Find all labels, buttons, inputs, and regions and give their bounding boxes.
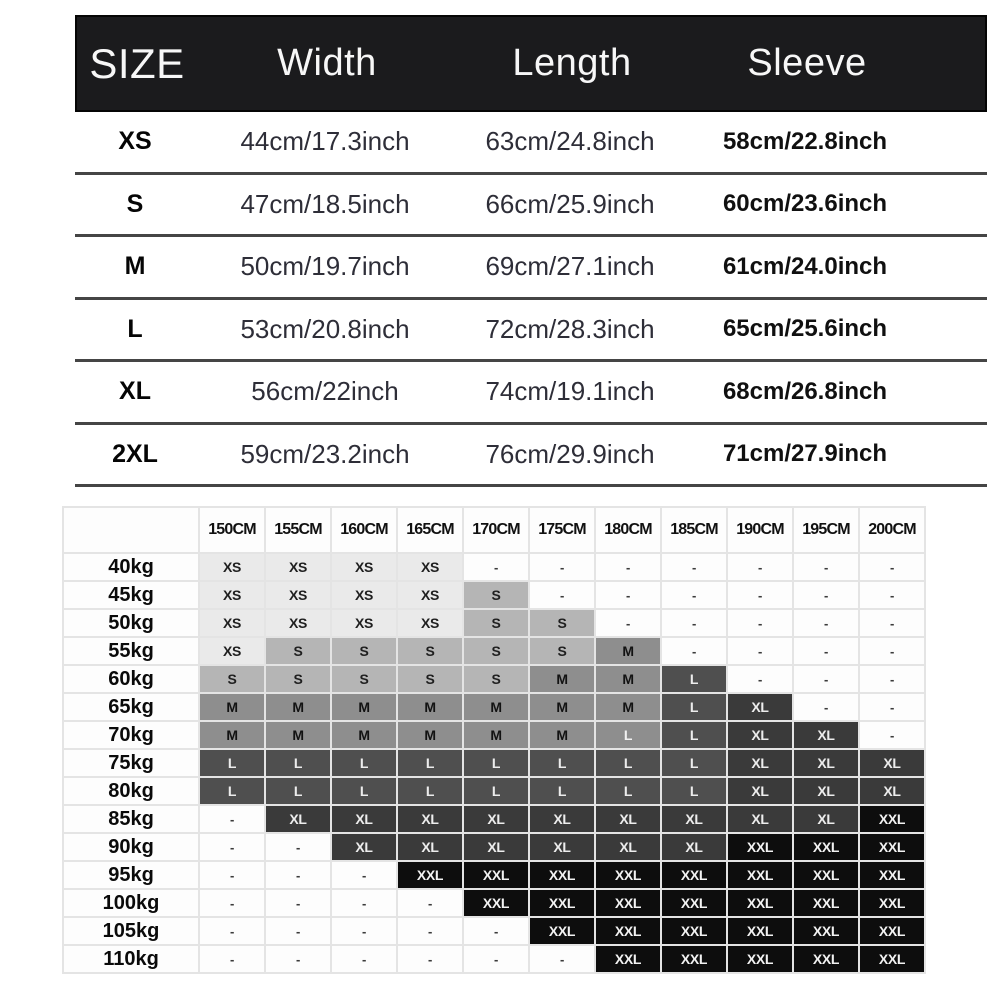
matrix-cell-size: L xyxy=(332,778,396,804)
size-cell-width: 47cm/18.5inch xyxy=(240,188,410,219)
size-table-row xyxy=(75,425,987,488)
matrix-cell-size: L xyxy=(530,778,594,804)
matrix-weight-row xyxy=(64,750,924,776)
matrix-cell-empty: - xyxy=(200,806,264,832)
matrix-cell-size: XL xyxy=(794,806,858,832)
matrix-cell-size: XS xyxy=(200,582,264,608)
matrix-cell-empty: - xyxy=(860,666,924,692)
matrix-weight-label: 60kg xyxy=(64,666,198,692)
garment-size-table xyxy=(75,15,987,487)
matrix-cell-size: L xyxy=(596,750,660,776)
matrix-cell-size: M xyxy=(266,694,330,720)
matrix-cell-size: L xyxy=(332,750,396,776)
matrix-cell-size: XS xyxy=(398,554,462,580)
matrix-cell-size: M xyxy=(398,694,462,720)
size-cell-size: S xyxy=(126,189,144,218)
matrix-cell-size: XXL xyxy=(662,890,726,916)
size-cell-length: 69cm/27.1inch xyxy=(485,251,655,282)
matrix-cell-empty: - xyxy=(662,610,726,636)
matrix-cell-empty: - xyxy=(728,666,792,692)
matrix-cell-size: S xyxy=(266,638,330,664)
matrix-cell-size: XL xyxy=(332,806,396,832)
matrix-cell-size: XL xyxy=(530,806,594,832)
size-table-row xyxy=(75,362,987,425)
matrix-cell-size: XL xyxy=(728,778,792,804)
matrix-cell-size: S xyxy=(398,666,462,692)
matrix-header-row xyxy=(64,508,924,552)
matrix-weight-label: 50kg xyxy=(64,610,198,636)
matrix-cell-size: XL xyxy=(794,750,858,776)
matrix-cell-empty: - xyxy=(860,610,924,636)
matrix-cell-empty: - xyxy=(266,918,330,944)
matrix-cell-size: XL xyxy=(464,834,528,860)
matrix-cell-size: S xyxy=(332,666,396,692)
matrix-cell-size: XXL xyxy=(662,946,726,972)
header-size: SIZE xyxy=(89,39,185,87)
size-table-body xyxy=(75,112,987,487)
matrix-cell-size: M xyxy=(530,694,594,720)
matrix-cell-size: XL xyxy=(398,806,462,832)
matrix-cell-size: S xyxy=(266,666,330,692)
matrix-cell-size: XS xyxy=(398,582,462,608)
matrix-cell-empty: - xyxy=(200,918,264,944)
matrix-cell-size: XS xyxy=(266,582,330,608)
matrix-weight-row xyxy=(64,638,924,664)
matrix-height-header: 160CM xyxy=(332,508,396,552)
size-table-header-row xyxy=(75,15,987,112)
size-cell-size: 2XL xyxy=(112,439,158,468)
matrix-height-header: 185CM xyxy=(662,508,726,552)
matrix-cell-size: L xyxy=(662,778,726,804)
matrix-cell-size: XL xyxy=(662,834,726,860)
matrix-cell-size: XL xyxy=(860,750,924,776)
matrix-cell-size: XL xyxy=(266,806,330,832)
matrix-cell-size: M xyxy=(596,638,660,664)
matrix-height-header: 165CM xyxy=(398,508,462,552)
matrix-cell-empty: - xyxy=(398,918,462,944)
matrix-cell-size: XL xyxy=(728,806,792,832)
matrix-cell-size: XXL xyxy=(728,862,792,888)
matrix-cell-empty: - xyxy=(662,554,726,580)
matrix-weight-row xyxy=(64,834,924,860)
matrix-cell-size: S xyxy=(464,638,528,664)
matrix-cell-empty: - xyxy=(794,666,858,692)
matrix-cell-size: XXL xyxy=(794,834,858,860)
matrix-cell-size: XXL xyxy=(728,946,792,972)
matrix-cell-size: XXL xyxy=(398,862,462,888)
matrix-cell-size: XS xyxy=(332,582,396,608)
matrix-cell-empty: - xyxy=(794,610,858,636)
matrix-cell-empty: - xyxy=(266,862,330,888)
matrix-cell-size: XXL xyxy=(860,890,924,916)
matrix-weight-row xyxy=(64,946,924,972)
height-weight-fit-matrix xyxy=(62,506,926,974)
matrix-cell-size: XXL xyxy=(530,890,594,916)
matrix-cell-size: XXL xyxy=(860,862,924,888)
matrix-cell-size: XXL xyxy=(596,918,660,944)
matrix-cell-size: XXL xyxy=(860,918,924,944)
matrix-weight-row xyxy=(64,890,924,916)
matrix-cell-size: XS xyxy=(332,610,396,636)
matrix-cell-size: M xyxy=(398,722,462,748)
size-cell-width: 59cm/23.2inch xyxy=(240,438,410,469)
matrix-cell-size: L xyxy=(266,750,330,776)
size-table-row xyxy=(75,300,987,363)
matrix-weight-label: 85kg xyxy=(64,806,198,832)
matrix-cell-size: M xyxy=(332,722,396,748)
size-cell-size: M xyxy=(124,252,146,281)
matrix-cell-size: L xyxy=(200,750,264,776)
matrix-cell-size: XL xyxy=(728,694,792,720)
matrix-cell-empty: - xyxy=(860,722,924,748)
size-cell-sleeve: 61cm/24.0inch xyxy=(722,252,888,280)
matrix-cell-empty: - xyxy=(794,694,858,720)
size-cell-width: 56cm/22inch xyxy=(251,376,399,407)
matrix-cell-size: M xyxy=(596,666,660,692)
header-length: Length xyxy=(512,42,632,84)
matrix-cell-size: S xyxy=(530,638,594,664)
matrix-weight-row xyxy=(64,722,924,748)
matrix-cell-size: L xyxy=(398,778,462,804)
matrix-weight-label: 95kg xyxy=(64,862,198,888)
matrix-cell-size: L xyxy=(662,722,726,748)
matrix-cell-empty: - xyxy=(332,890,396,916)
matrix-cell-size: XL xyxy=(398,834,462,860)
size-cell-width: 44cm/17.3inch xyxy=(240,126,410,157)
matrix-cell-size: XL xyxy=(596,806,660,832)
matrix-cell-size: XXL xyxy=(794,890,858,916)
matrix-cell-size: XXL xyxy=(728,918,792,944)
matrix-cell-size: XXL xyxy=(794,918,858,944)
matrix-cell-size: XS xyxy=(266,610,330,636)
matrix-cell-size: L xyxy=(662,694,726,720)
matrix-cell-size: S xyxy=(332,638,396,664)
matrix-cell-empty: - xyxy=(662,582,726,608)
matrix-cell-empty: - xyxy=(728,554,792,580)
fit-matrix-table xyxy=(62,506,926,974)
matrix-cell-size: L xyxy=(464,750,528,776)
matrix-height-header: 190CM xyxy=(728,508,792,552)
matrix-cell-size: L xyxy=(662,666,726,692)
matrix-weight-row xyxy=(64,918,924,944)
matrix-cell-empty: - xyxy=(662,638,726,664)
header-sleeve: Sleeve xyxy=(747,42,867,84)
matrix-cell-size: XL xyxy=(728,750,792,776)
size-cell-length: 74cm/19.1inch xyxy=(485,376,655,407)
matrix-cell-empty: - xyxy=(530,582,594,608)
matrix-cell-empty: - xyxy=(860,638,924,664)
matrix-height-header: 175CM xyxy=(530,508,594,552)
matrix-cell-size: XS xyxy=(398,610,462,636)
matrix-cell-size: XL xyxy=(464,806,528,832)
matrix-cell-size: M xyxy=(464,722,528,748)
size-cell-size: XL xyxy=(119,377,151,406)
matrix-cell-size: L xyxy=(464,778,528,804)
matrix-cell-empty: - xyxy=(794,554,858,580)
matrix-cell-size: XL xyxy=(860,778,924,804)
matrix-height-header: 150CM xyxy=(200,508,264,552)
matrix-cell-size: S xyxy=(398,638,462,664)
matrix-height-header: 180CM xyxy=(596,508,660,552)
matrix-cell-size: XL xyxy=(728,722,792,748)
matrix-weight-label: 90kg xyxy=(64,834,198,860)
matrix-weight-row xyxy=(64,582,924,608)
matrix-cell-size: L xyxy=(662,750,726,776)
matrix-cell-size: XS xyxy=(200,610,264,636)
matrix-cell-empty: - xyxy=(200,834,264,860)
matrix-cell-size: XXL xyxy=(464,890,528,916)
matrix-weight-row xyxy=(64,694,924,720)
matrix-weight-row xyxy=(64,666,924,692)
matrix-weight-label: 70kg xyxy=(64,722,198,748)
matrix-cell-empty: - xyxy=(200,890,264,916)
size-cell-length: 72cm/28.3inch xyxy=(485,313,655,344)
header-width: Width xyxy=(277,42,377,84)
matrix-cell-size: XXL xyxy=(662,862,726,888)
size-cell-sleeve: 58cm/22.8inch xyxy=(722,127,888,155)
matrix-height-header: 195CM xyxy=(794,508,858,552)
matrix-weight-row xyxy=(64,862,924,888)
matrix-cell-empty: - xyxy=(464,554,528,580)
matrix-cell-size: XS xyxy=(200,554,264,580)
matrix-cell-size: S xyxy=(464,666,528,692)
matrix-cell-size: XXL xyxy=(860,834,924,860)
matrix-cell-size: XXL xyxy=(794,946,858,972)
matrix-cell-size: XXL xyxy=(794,862,858,888)
matrix-weight-row xyxy=(64,610,924,636)
matrix-cell-size: XXL xyxy=(596,946,660,972)
matrix-cell-size: XL xyxy=(596,834,660,860)
matrix-cell-empty: - xyxy=(332,918,396,944)
matrix-cell-size: XXL xyxy=(464,862,528,888)
matrix-weight-label: 110kg xyxy=(64,946,198,972)
matrix-cell-size: M xyxy=(596,694,660,720)
matrix-cell-size: XS xyxy=(332,554,396,580)
matrix-cell-size: L xyxy=(596,778,660,804)
matrix-cell-empty: - xyxy=(398,890,462,916)
matrix-cell-empty: - xyxy=(200,862,264,888)
matrix-cell-size: XL xyxy=(794,722,858,748)
matrix-cell-empty: - xyxy=(266,890,330,916)
matrix-cell-size: M xyxy=(332,694,396,720)
matrix-cell-size: XXL xyxy=(662,918,726,944)
matrix-cell-empty: - xyxy=(860,694,924,720)
matrix-cell-empty: - xyxy=(530,554,594,580)
size-cell-sleeve: 60cm/23.6inch xyxy=(722,190,888,218)
size-table-row xyxy=(75,237,987,300)
matrix-cell-empty: - xyxy=(728,610,792,636)
matrix-cell-size: M xyxy=(464,694,528,720)
matrix-cell-size: S xyxy=(464,610,528,636)
matrix-cell-size: XXL xyxy=(860,946,924,972)
size-table-row xyxy=(75,112,987,175)
matrix-cell-size: L xyxy=(596,722,660,748)
matrix-cell-empty: - xyxy=(794,582,858,608)
matrix-weight-label: 105kg xyxy=(64,918,198,944)
matrix-cell-size: XL xyxy=(662,806,726,832)
matrix-cell-size: L xyxy=(200,778,264,804)
matrix-cell-empty: - xyxy=(596,582,660,608)
matrix-cell-size: XXL xyxy=(596,890,660,916)
matrix-cell-size: XL xyxy=(332,834,396,860)
size-cell-length: 63cm/24.8inch xyxy=(485,126,655,157)
size-cell-length: 66cm/25.9inch xyxy=(485,188,655,219)
matrix-corner-cell xyxy=(64,508,198,552)
matrix-cell-empty: - xyxy=(860,554,924,580)
matrix-cell-empty: - xyxy=(596,610,660,636)
matrix-weight-label: 80kg xyxy=(64,778,198,804)
matrix-cell-empty: - xyxy=(266,834,330,860)
matrix-cell-empty: - xyxy=(266,946,330,972)
matrix-weight-label: 100kg xyxy=(64,890,198,916)
matrix-cell-size: L xyxy=(398,750,462,776)
matrix-cell-size: XXL xyxy=(728,890,792,916)
matrix-cell-empty: - xyxy=(398,946,462,972)
matrix-weight-label: 55kg xyxy=(64,638,198,664)
size-table-row xyxy=(75,175,987,238)
matrix-cell-size: XL xyxy=(794,778,858,804)
matrix-cell-size: XXL xyxy=(728,834,792,860)
matrix-cell-empty: - xyxy=(860,582,924,608)
size-cell-length: 76cm/29.9inch xyxy=(485,438,655,469)
size-cell-sleeve: 68cm/26.8inch xyxy=(722,377,888,405)
matrix-cell-empty: - xyxy=(464,918,528,944)
size-cell-sleeve: 71cm/27.9inch xyxy=(722,440,888,468)
size-cell-width: 53cm/20.8inch xyxy=(240,313,410,344)
matrix-cell-size: S xyxy=(530,610,594,636)
matrix-cell-size: XL xyxy=(530,834,594,860)
size-cell-size: L xyxy=(127,314,143,343)
matrix-cell-empty: - xyxy=(728,638,792,664)
matrix-cell-empty: - xyxy=(332,946,396,972)
matrix-weight-label: 65kg xyxy=(64,694,198,720)
size-cell-sleeve: 65cm/25.6inch xyxy=(722,315,888,343)
matrix-weight-row xyxy=(64,554,924,580)
matrix-cell-size: S xyxy=(200,666,264,692)
matrix-cell-size: XXL xyxy=(596,862,660,888)
matrix-cell-size: L xyxy=(266,778,330,804)
matrix-cell-size: XS xyxy=(200,638,264,664)
size-cell-size: XS xyxy=(118,127,152,156)
matrix-weight-label: 45kg xyxy=(64,582,198,608)
matrix-cell-empty: - xyxy=(332,862,396,888)
matrix-cell-size: M xyxy=(266,722,330,748)
matrix-cell-size: M xyxy=(530,722,594,748)
matrix-cell-size: XXL xyxy=(860,806,924,832)
matrix-height-header: 170CM xyxy=(464,508,528,552)
matrix-cell-empty: - xyxy=(530,946,594,972)
size-cell-width: 50cm/19.7inch xyxy=(240,251,410,282)
matrix-height-header: 200CM xyxy=(860,508,924,552)
matrix-cell-size: L xyxy=(530,750,594,776)
matrix-weight-label: 75kg xyxy=(64,750,198,776)
matrix-cell-empty: - xyxy=(464,946,528,972)
matrix-cell-size: XXL xyxy=(530,918,594,944)
matrix-weight-row xyxy=(64,806,924,832)
matrix-cell-size: M xyxy=(200,694,264,720)
matrix-cell-size: XS xyxy=(266,554,330,580)
matrix-cell-size: M xyxy=(200,722,264,748)
matrix-height-header: 155CM xyxy=(266,508,330,552)
matrix-cell-empty: - xyxy=(200,946,264,972)
matrix-cell-size: M xyxy=(530,666,594,692)
matrix-cell-empty: - xyxy=(728,582,792,608)
matrix-cell-empty: - xyxy=(596,554,660,580)
matrix-cell-empty: - xyxy=(794,638,858,664)
matrix-cell-size: XXL xyxy=(530,862,594,888)
matrix-weight-row xyxy=(64,778,924,804)
matrix-weight-label: 40kg xyxy=(64,554,198,580)
matrix-cell-size: S xyxy=(464,582,528,608)
